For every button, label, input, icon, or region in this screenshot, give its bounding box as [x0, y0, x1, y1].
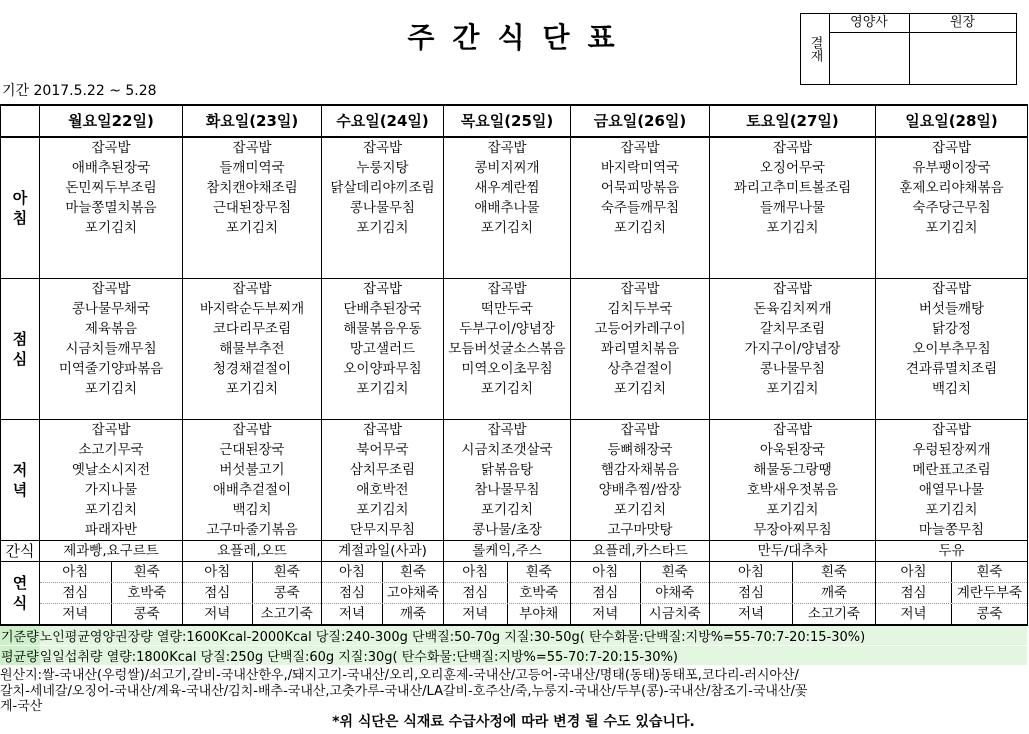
menu-cell: 누룽지탕 [322, 158, 444, 178]
menu-cell: 가지나물 [40, 480, 183, 500]
menu-cell [322, 399, 444, 420]
period-label: 기간 2017.5.22 ~ 5.28 [2, 83, 157, 99]
porridge-type: 소고기죽 [792, 604, 875, 624]
menu-cell: 포기김치 [322, 500, 444, 520]
menu-cell: 참나물무침 [444, 480, 571, 500]
menu-cell: 견과류멸치조림 [876, 359, 1028, 379]
menu-cell [40, 258, 183, 279]
snack-label: 간식 [1, 541, 40, 562]
menu-cell: 포기김치 [571, 500, 710, 520]
porridge-cell [183, 604, 322, 626]
menu-cell: 단무지무침 [322, 520, 444, 541]
menu-cell: 해물동그랑땡 [710, 460, 876, 480]
menu-cell: 포기김치 [444, 379, 571, 399]
day-header: 금요일(26일) [571, 105, 710, 137]
porridge-meal: 아침 [204, 564, 231, 580]
day-header: 일요일(28일) [876, 105, 1028, 137]
menu-cell: 잡곡밥 [571, 279, 710, 300]
porridge-cell [571, 562, 710, 583]
menu-cell: 모듬버섯굴소스볶음 [444, 339, 571, 359]
porridge-cell [571, 583, 710, 604]
porridge-type: 깨죽 [382, 604, 443, 624]
menu-cell: 가지구이/양념장 [710, 339, 876, 359]
menu-cell: 바지락미역국 [571, 158, 710, 178]
menu-cell: 숙주들깨무침 [571, 198, 710, 218]
menu-cell: 포기김치 [40, 500, 183, 520]
porridge-meal: 저녁 [338, 606, 366, 622]
menu-cell: 버섯들깨탕 [876, 299, 1028, 319]
meal-label-char: 아 [12, 189, 28, 207]
menu-cell: 마늘쫑멸치볶음 [40, 198, 183, 218]
menu-cell: 콩나물무채국 [40, 299, 183, 319]
corner-cell [1, 105, 40, 137]
menu-cell: 포기김치 [444, 500, 571, 520]
porridge-type: 호박죽 [507, 583, 571, 603]
porridge-meal: 저녁 [737, 606, 765, 622]
menu-cell: 콩나물/초장 [444, 520, 571, 541]
page-title: 주간식단표 [407, 21, 633, 54]
menu-cell: 참치캔야채조림 [183, 178, 322, 198]
menu-cell: 애배추겉절이 [183, 480, 322, 500]
menu-cell: 포기김치 [710, 379, 876, 399]
menu-cell: 떡만두국 [444, 299, 571, 319]
porridge-meal: 점심 [737, 585, 765, 601]
porridge-meal: 점심 [900, 585, 927, 601]
menu-cell: 닭강정 [876, 319, 1028, 339]
menu-cell [571, 258, 710, 279]
porridge-meal: 점심 [338, 585, 366, 601]
menu-cell: 들깨미역국 [183, 158, 322, 178]
meal-label-char: 저 [12, 461, 28, 479]
meal-label [1, 420, 40, 541]
porridge-cell [40, 604, 183, 626]
menu-cell: 고구마맛탕 [571, 520, 710, 541]
porridge-type: 소고기죽 [252, 604, 322, 624]
menu-cell: 잡곡밥 [444, 137, 571, 158]
menu-cell: 잡곡밥 [710, 279, 876, 300]
snack-cell: 롤케익,주스 [444, 541, 571, 562]
menu-cell: 잡곡밥 [322, 420, 444, 441]
porridge-cell [876, 562, 1028, 583]
meal-label-char: 녁 [12, 481, 28, 499]
porridge-label-char: 연 [12, 574, 28, 592]
menu-cell: 애호박전 [322, 480, 444, 500]
porridge-type: 시금치죽 [640, 604, 710, 624]
menu-cell: 돈육김치찌개 [710, 299, 876, 319]
menu-cell: 닭볶음탕 [444, 460, 571, 480]
menu-cell: 콩나물무침 [322, 198, 444, 218]
menu-cell: 어묵피망볶음 [571, 178, 710, 198]
menu-cell: 청경채겉절이 [183, 359, 322, 379]
menu-cell: 잡곡밥 [571, 137, 710, 158]
menu-cell: 애열무나물 [876, 480, 1028, 500]
menu-cell: 미역줄기양파볶음 [40, 359, 183, 379]
porridge-meal: 저녁 [62, 606, 89, 622]
menu-cell: 포기김치 [571, 218, 710, 238]
menu-cell: 꽈리멸치볶음 [571, 339, 710, 359]
menu-cell: 포기김치 [710, 500, 876, 520]
menu-cell [876, 238, 1028, 258]
change-note: *위 식단은 식재료 수급사정에 따라 변경 될 수도 있습니다. [332, 714, 695, 730]
menu-cell: 잡곡밥 [876, 420, 1028, 441]
menu-cell: 호박새우젓볶음 [710, 480, 876, 500]
menu-cell: 오이양파무침 [322, 359, 444, 379]
porridge-type: 콩죽 [951, 604, 1027, 624]
menu-cell [322, 238, 444, 258]
menu-cell [444, 238, 571, 258]
menu-cell [571, 238, 710, 258]
menu-cell: 아욱된장국 [710, 440, 876, 460]
menu-cell: 잡곡밥 [183, 279, 322, 300]
menu-cell: 우렁된장찌개 [876, 440, 1028, 460]
menu-cell: 잡곡밥 [444, 279, 571, 300]
snack-cell: 계절과일(사과) [322, 541, 444, 562]
porridge-type: 흰죽 [507, 562, 571, 582]
menu-cell: 잡곡밥 [322, 137, 444, 158]
porridge-type: 흰죽 [951, 562, 1027, 582]
menu-cell: 바지락순두부찌개 [183, 299, 322, 319]
meal-label-char: 점 [12, 330, 28, 348]
menu-cell: 유부팽이장국 [876, 158, 1028, 178]
menu-cell: 상추겉절이 [571, 359, 710, 379]
porridge-cell [444, 604, 571, 626]
standard-text: 노인평균영양권장량 열량:1600Kcal-2000Kcal 당질:240-300g 단백질:50-70g 지질:30-50g( 탄수화물:단백질:지방%=55-70:7-20:15-30%) [39, 630, 866, 645]
menu-cell: 잡곡밥 [571, 420, 710, 441]
porridge-cell [40, 583, 183, 604]
porridge-meal: 점심 [592, 585, 619, 601]
meal-label [1, 279, 40, 420]
standard-nutrition [0, 626, 1027, 645]
menu-cell [710, 258, 876, 279]
menu-cell: 닭살데리야끼조림 [322, 178, 444, 198]
menu-cell [876, 399, 1028, 420]
meal-label [1, 137, 40, 279]
average-text: 일일섭취량 열량:1800Kcal 당질:250g 단백질:60g 지질:30g( 탄수화물:단백질:지방%=55-70:7-20:15-30%) [39, 650, 679, 665]
menu-cell: 돈민찌두부조림 [40, 178, 183, 198]
menu-cell: 포기김치 [876, 218, 1028, 238]
menu-cell: 잡곡밥 [710, 420, 876, 441]
porridge-meal: 점심 [62, 585, 89, 601]
approval-side-label: 결재 [801, 14, 830, 84]
porridge-cell [322, 562, 444, 583]
menu-cell [710, 238, 876, 258]
menu-cell: 시금치들깨무침 [40, 339, 183, 359]
menu-cell: 고등어카레구이 [571, 319, 710, 339]
porridge-meal: 저녁 [592, 606, 619, 622]
menu-cell: 양배추찜/쌈장 [571, 480, 710, 500]
porridge-type: 콩죽 [252, 583, 322, 603]
menu-cell: 콩나물무침 [710, 359, 876, 379]
porridge-type: 부야채 [507, 604, 571, 624]
porridge-meal: 저녁 [900, 606, 927, 622]
menu-cell: 김치두부국 [571, 299, 710, 319]
menu-cell: 망고샐러드 [322, 339, 444, 359]
porridge-cell [876, 583, 1028, 604]
menu-cell: 잡곡밥 [444, 420, 571, 441]
origin-line-1: 원산지:쌀-국내산(우렁쌀)/쇠고기,갈비-국내산한우,/돼지고기-국내산/오리,오리훈제-국내산/고등어-국내산/명태(동태)동태포,코다리-러시아산/ [0, 668, 799, 683]
menu-cell: 포기김치 [322, 218, 444, 238]
porridge-type: 흰죽 [252, 562, 322, 582]
menu-cell: 오징어무국 [710, 158, 876, 178]
porridge-type: 깨죽 [792, 583, 875, 603]
porridge-type: 흰죽 [111, 562, 183, 582]
menu-cell [40, 399, 183, 420]
menu-cell: 잡곡밥 [40, 420, 183, 441]
menu-cell: 코다리무조림 [183, 319, 322, 339]
menu-cell: 고구마줄기볶음 [183, 520, 322, 541]
menu-cell: 옛날소시지전 [40, 460, 183, 480]
menu-cell: 단배추된장국 [322, 299, 444, 319]
average-label: 평균량 [0, 646, 40, 665]
menu-cell: 오이부추무침 [876, 339, 1028, 359]
approval-box [800, 13, 1017, 85]
porridge-cell [444, 562, 571, 583]
standard-label: 기준량 [0, 626, 40, 645]
origin-line-3: 게-국산 [0, 699, 43, 714]
menu-cell: 잡곡밥 [322, 279, 444, 300]
porridge-cell [876, 604, 1028, 626]
porridge-type: 흰죽 [792, 562, 875, 582]
porridge-type: 야채죽 [640, 583, 710, 603]
porridge-meal: 아침 [462, 564, 489, 580]
menu-cell: 버섯불고기 [183, 460, 322, 480]
porridge-cell [710, 604, 876, 626]
menu-cell: 잡곡밥 [876, 137, 1028, 158]
menu-cell: 햄감자채볶음 [571, 460, 710, 480]
menu-cell: 포기김치 [40, 379, 183, 399]
menu-cell: 해물볶음우동 [322, 319, 444, 339]
porridge-label-char: 식 [12, 594, 28, 612]
menu-cell [571, 399, 710, 420]
porridge-cell [322, 583, 444, 604]
menu-cell: 애배추나물 [444, 198, 571, 218]
porridge-cell [710, 583, 876, 604]
menu-cell [40, 238, 183, 258]
menu-cell [710, 399, 876, 420]
menu-cell: 파래자반 [40, 520, 183, 541]
menu-cell: 소고기무국 [40, 440, 183, 460]
menu-cell: 잡곡밥 [876, 279, 1028, 300]
porridge-cell [710, 562, 876, 583]
porridge-meal: 아침 [592, 564, 619, 580]
porridge-cell [322, 604, 444, 626]
day-header: 토요일(27일) [710, 105, 876, 137]
porridge-label [1, 562, 40, 626]
menu-cell: 해물부추전 [183, 339, 322, 359]
menu-cell: 근대된장국 [183, 440, 322, 460]
menu-cell: 갈치무조림 [710, 319, 876, 339]
porridge-meal: 아침 [338, 564, 366, 580]
porridge-meal: 저녁 [462, 606, 489, 622]
menu-cell [183, 238, 322, 258]
snack-cell: 제과빵,요구르트 [40, 541, 183, 562]
porridge-type: 흰죽 [382, 562, 443, 582]
menu-cell: 잡곡밥 [40, 279, 183, 300]
porridge-cell [183, 583, 322, 604]
porridge-cell [40, 562, 183, 583]
porridge-meal: 점심 [462, 585, 489, 601]
day-header: 수요일(24일) [322, 105, 444, 137]
menu-cell: 메란표고조림 [876, 460, 1028, 480]
menu-cell: 콩비지찌개 [444, 158, 571, 178]
menu-cell: 근대된장무침 [183, 198, 322, 218]
average-nutrition [0, 646, 1027, 665]
approval-director: 원장 [909, 14, 1016, 33]
menu-cell: 포기김치 [876, 500, 1028, 520]
menu-cell [876, 258, 1028, 279]
menu-cell: 등뼈해장국 [571, 440, 710, 460]
porridge-meal: 점심 [204, 585, 231, 601]
menu-cell [444, 258, 571, 279]
menu-cell: 잡곡밥 [183, 137, 322, 158]
porridge-type: 콩죽 [111, 604, 183, 624]
menu-cell: 북어무국 [322, 440, 444, 460]
menu-cell: 백김치 [876, 379, 1028, 399]
menu-cell: 포기김치 [183, 379, 322, 399]
porridge-meal: 아침 [737, 564, 765, 580]
menu-cell: 무장아찌무침 [710, 520, 876, 541]
menu-cell: 마늘쫑무침 [876, 520, 1028, 541]
day-header: 목요일(25일) [444, 105, 571, 137]
snack-cell: 두유 [876, 541, 1028, 562]
day-header: 화요일(23일) [183, 105, 322, 137]
origin-line-2: 갈치-세네갈/오징어-국내산/계육-국내산/김치-배추-국내산,고춧가루-국내산/LA갈비-호주산/죽,누룽지-국내산/두부(콩)-국내산/참조기-국내산/꽃 [0, 684, 808, 699]
menu-cell: 백김치 [183, 500, 322, 520]
menu-cell: 두부구이/양념장 [444, 319, 571, 339]
meal-label-char: 심 [12, 350, 28, 368]
menu-cell: 포기김치 [40, 218, 183, 238]
menu-cell [183, 399, 322, 420]
snack-cell: 요플레,오뜨 [183, 541, 322, 562]
porridge-meal: 아침 [900, 564, 927, 580]
snack-cell: 요플레,카스타드 [571, 541, 710, 562]
porridge-meal: 아침 [62, 564, 89, 580]
menu-cell: 잡곡밥 [710, 137, 876, 158]
porridge-type: 계란두부죽 [951, 583, 1027, 603]
menu-cell: 포기김치 [571, 379, 710, 399]
menu-cell: 포기김치 [322, 379, 444, 399]
menu-cell: 새우계란찜 [444, 178, 571, 198]
menu-cell: 숙주당근무침 [876, 198, 1028, 218]
menu-cell: 잡곡밥 [183, 420, 322, 441]
approval-nutritionist: 영양사 [829, 14, 909, 33]
menu-cell [183, 258, 322, 279]
weekly-menu-table [0, 104, 1028, 626]
menu-cell: 포기김치 [183, 218, 322, 238]
menu-cell [444, 399, 571, 420]
menu-cell: 훈제오리야채볶음 [876, 178, 1028, 198]
snack-cell: 만두/대추차 [710, 541, 876, 562]
menu-cell [322, 258, 444, 279]
menu-cell: 삼치무조림 [322, 460, 444, 480]
menu-cell: 들깨무나물 [710, 198, 876, 218]
menu-cell: 시금치조갯살국 [444, 440, 571, 460]
porridge-meal: 저녁 [204, 606, 231, 622]
porridge-cell [571, 604, 710, 626]
menu-cell: 애배추된장국 [40, 158, 183, 178]
menu-cell: 꽈리고추미트볼조림 [710, 178, 876, 198]
porridge-type: 흰죽 [640, 562, 710, 582]
menu-cell: 제육볶음 [40, 319, 183, 339]
menu-cell: 포기김치 [710, 218, 876, 238]
menu-cell: 미역오이초무침 [444, 359, 571, 379]
meal-label-char: 침 [12, 209, 28, 227]
day-header: 월요일22일) [40, 105, 183, 137]
porridge-type: 호박죽 [111, 583, 183, 603]
menu-cell: 포기김치 [444, 218, 571, 238]
menu-cell: 잡곡밥 [40, 137, 183, 158]
porridge-type: 고야채죽 [382, 583, 443, 603]
porridge-cell [444, 583, 571, 604]
porridge-cell [183, 562, 322, 583]
